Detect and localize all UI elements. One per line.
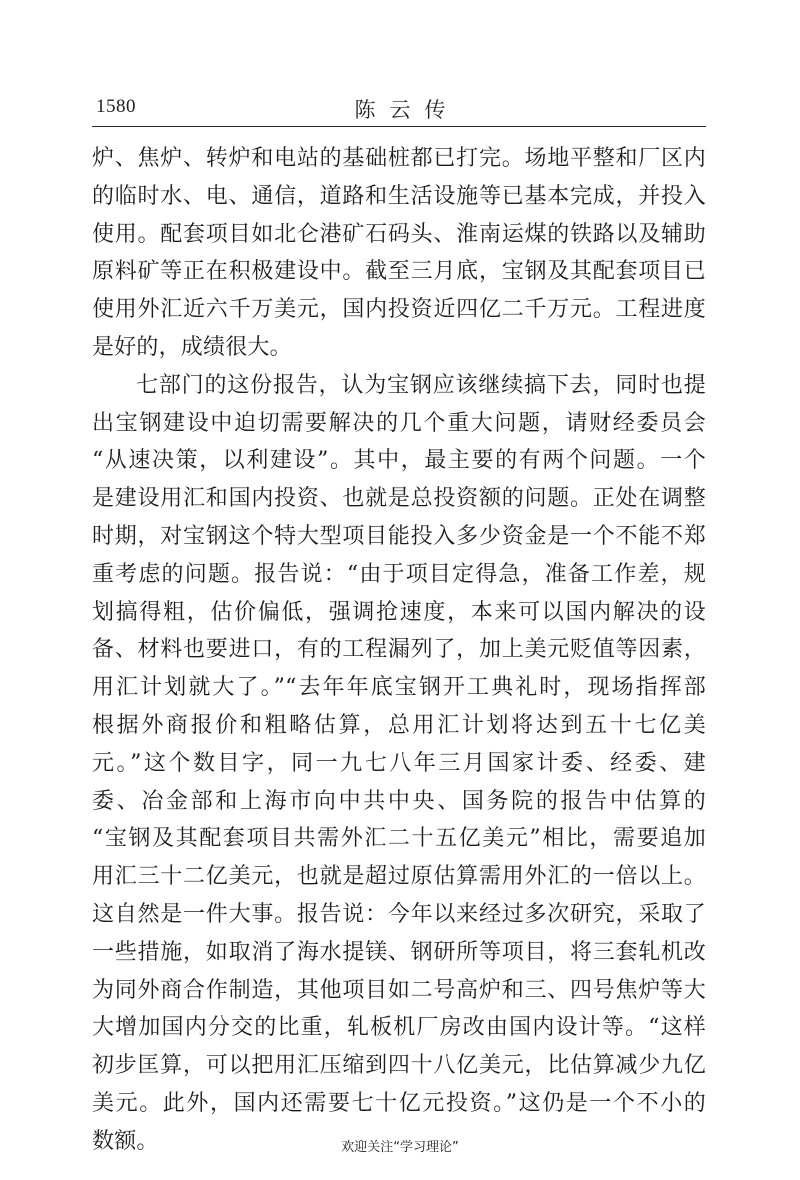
body-text	[92, 140, 706, 1161]
text-line: 原料矿等正在积极建设中。截至三月底，宝钢及其配套项目已	[92, 259, 706, 285]
footer-note: 欢迎关注“学习理论”	[341, 1140, 459, 1155]
text-line: 的临时水、电、通信，道路和生活设施等已基本完成，并投入	[92, 183, 706, 209]
text-line: 用汇计划就大了。”“去年年底宝钢开工典礼时，现场指挥部	[92, 675, 706, 701]
text-line: 一些措施，如取消了海水提镁、钢研所等项目，将三套轧机改	[92, 939, 706, 965]
text-line: 元。”这个数目字，同一九七八年三月国家计委、经委、建	[92, 750, 706, 776]
text-line: 数额。	[92, 1128, 159, 1154]
header-divider	[92, 126, 706, 127]
text-line: 炉、焦炉、转炉和电站的基础桩都已打完。场地平整和厂区内	[92, 146, 706, 171]
paragraph-start-line: 七部门的这份报告，认为宝钢应该继续搞下去，同时也提	[136, 372, 706, 398]
text-line: “从速决策，以利建设”。其中，最主要的有两个问题。一个	[92, 448, 706, 474]
text-line: 委、冶金部和上海市向中共中央、国务院的报告中估算的	[92, 788, 706, 814]
text-line: 时期，对宝钢这个特大型项目能投入多少资金是一个不能不郑	[92, 523, 706, 549]
text-line: 使用外汇近六千万美元，国内投资近四亿二千万元。工程进度	[92, 297, 706, 323]
running-title: 陈云传	[354, 98, 460, 122]
text-line: 用汇三十二亿美元，也就是超过原估算需用外汇的一倍以上。	[92, 864, 706, 890]
text-line: 为同外商合作制造，其他项目如二号高炉和三、四号焦炉等大	[92, 977, 706, 1003]
text-line: 是建设用汇和国内投资、也就是总投资额的问题。正处在调整	[92, 486, 706, 512]
text-line: 初步匡算，可以把用汇压缩到四十八亿美元，比估算减少九亿	[92, 1053, 706, 1079]
text-line: 这自然是一件大事。报告说：今年以来经过多次研究，采取了	[92, 901, 706, 927]
text-line: 大增加国内分交的比重，轧板机厂房改由国内设计等。“这样	[92, 1015, 706, 1041]
text-line: “宝钢及其配套项目共需外汇二十五亿美元”相比，需要追加	[92, 826, 706, 852]
text-line: 备、材料也要进口，有的工程漏列了，加上美元贬值等因素，	[92, 637, 706, 663]
text-line: 出宝钢建设中迫切需要解决的几个重大问题，请财经委员会	[92, 410, 706, 436]
text-line: 划搞得粗，估价偏低，强调抢速度，本来可以国内解决的设	[92, 599, 706, 625]
text-line: 使用。配套项目如北仑港矿石码头、淮南运煤的铁路以及辅助	[92, 221, 706, 247]
text-line: 是好的，成绩很大。	[92, 334, 292, 360]
page-number: 1580	[96, 96, 136, 117]
text-line: 美元。此外，国内还需要七十亿元投资。”这仍是一个不小的	[92, 1090, 706, 1116]
text-line: 根据外商报价和粗略估算，总用汇计划将达到五十七亿美	[92, 712, 706, 738]
text-line: 重考虑的问题。报告说：“由于项目定得急，准备工作差，规	[92, 561, 706, 587]
